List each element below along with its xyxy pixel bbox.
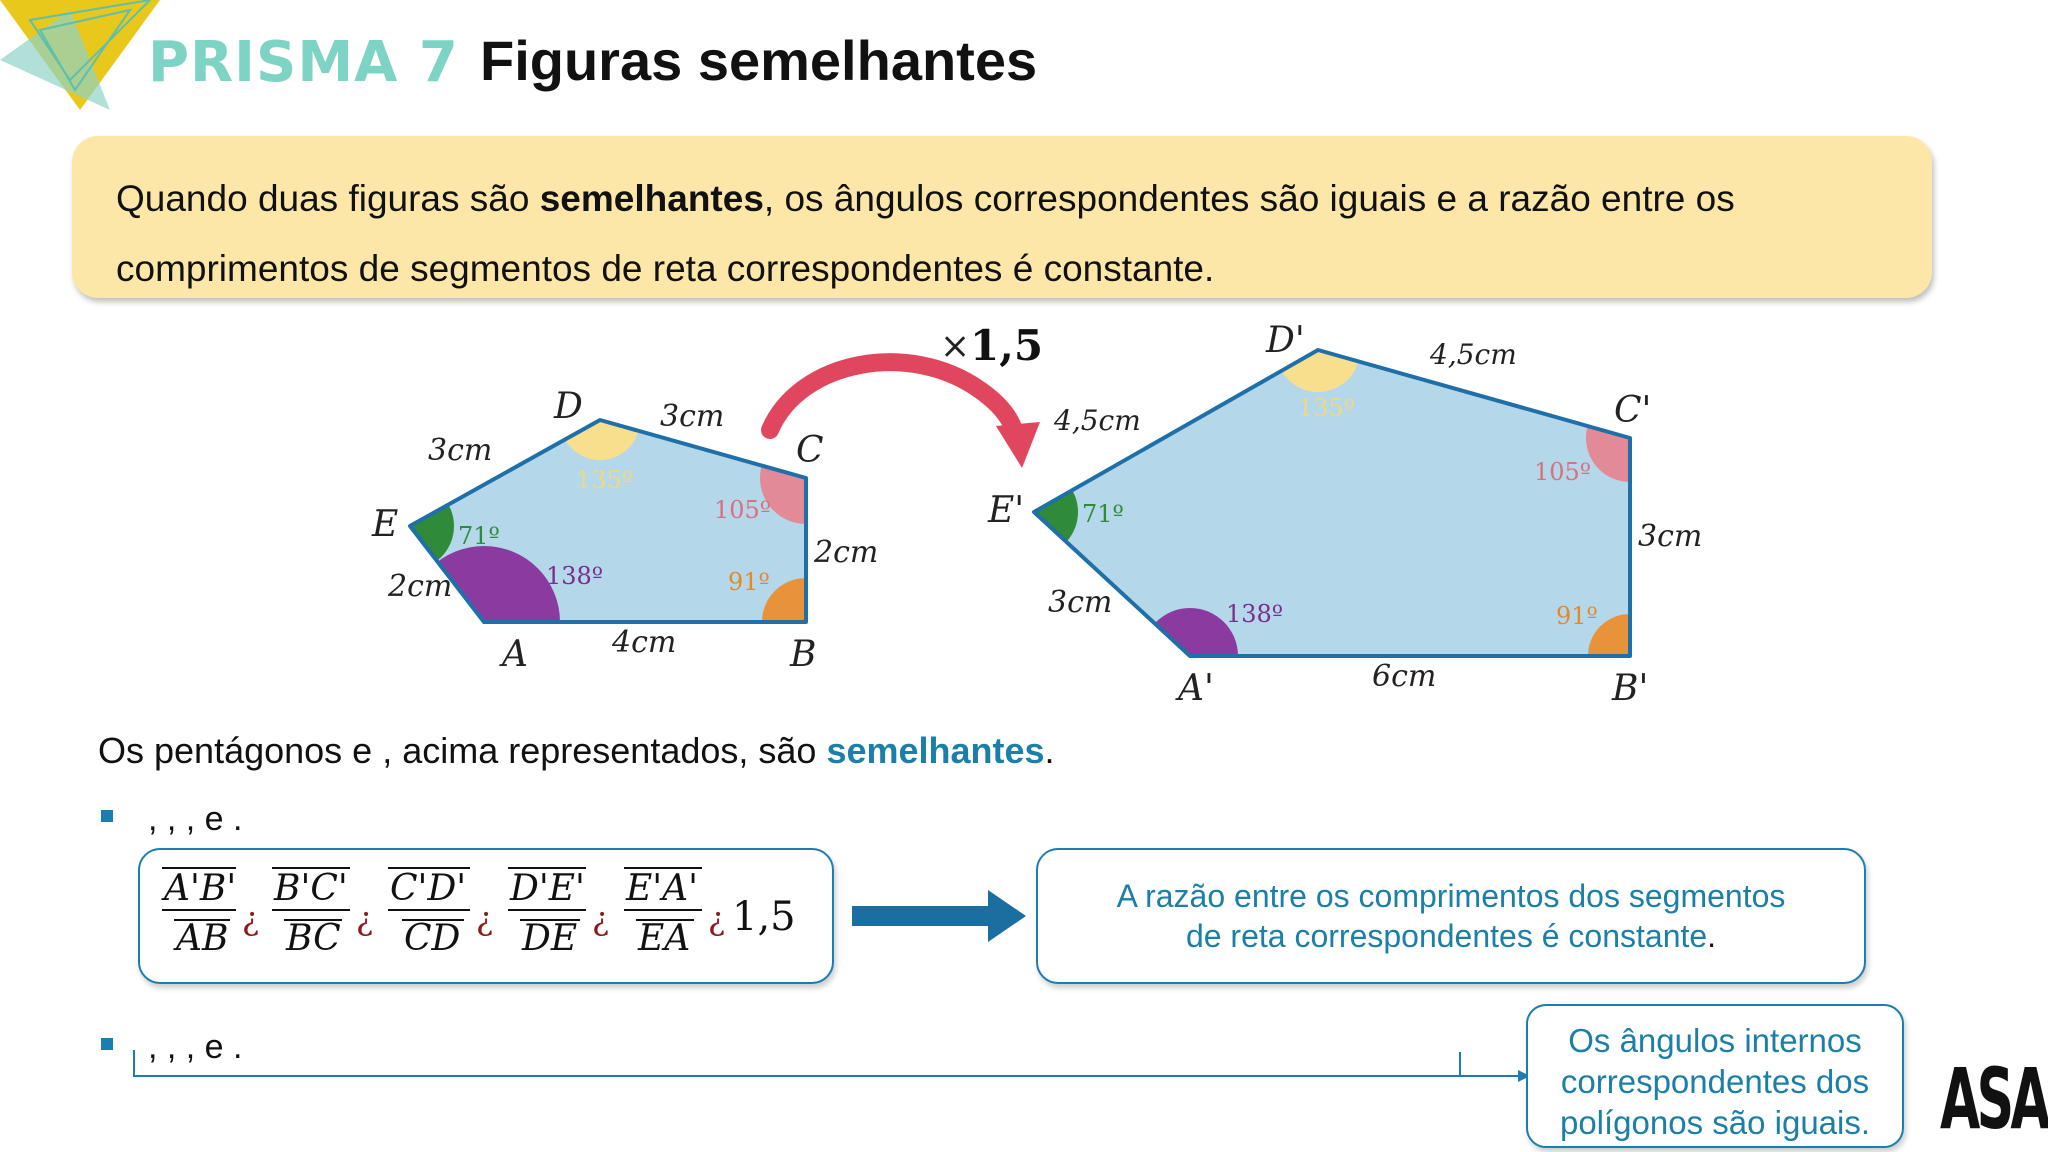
bullet-text-1: , , , e . xyxy=(148,800,243,838)
bullet-text-2: , , , e . xyxy=(148,1028,243,1066)
angle-conclusion-line-3: polígonos são iguais. xyxy=(1559,1104,1871,1141)
bullet-marker xyxy=(101,810,113,822)
fraction-5-num: E'A' xyxy=(626,868,699,909)
ratio-result: 1,5 xyxy=(732,894,796,940)
small-side-ab: 4cm xyxy=(612,625,677,660)
small-angle-a: 138º xyxy=(546,562,604,590)
fraction-3 xyxy=(388,868,470,959)
small-angle-c: 105º xyxy=(714,496,772,524)
large-vertex-c: C' xyxy=(1614,390,1652,431)
small-side-ea: 2cm xyxy=(388,569,453,604)
definition-box xyxy=(72,136,1932,298)
definition-bold-term: semelhantes xyxy=(539,178,764,219)
statement-end: . xyxy=(1044,730,1055,771)
small-vertex-c: C xyxy=(796,430,824,471)
brand-name: PRISMA 7 xyxy=(148,30,459,95)
statement-text: Os pentágonos e , acima representados, são xyxy=(98,730,827,771)
small-side-dc: 3cm xyxy=(660,399,725,434)
arrow-right-icon xyxy=(852,888,1026,944)
ratio-equation-box xyxy=(138,848,834,984)
fraction-4-num: D'E' xyxy=(510,868,585,909)
small-side-de: 3cm xyxy=(428,433,493,468)
small-side-cb: 2cm xyxy=(814,535,879,570)
fraction-1-den: AB xyxy=(176,918,229,959)
small-vertex-a: A xyxy=(502,634,528,675)
fraction-2-num: B'C' xyxy=(274,868,348,909)
separator-4: ¿ xyxy=(592,900,610,938)
large-vertex-e: E' xyxy=(988,490,1025,531)
publisher-logo: ASA xyxy=(1940,1050,2047,1148)
large-angle-c: 105º xyxy=(1534,458,1592,486)
fraction-2 xyxy=(272,868,350,959)
angle-conclusion-line-1: Os ângulos internos xyxy=(1568,1022,1862,1059)
small-angle-d: 135º xyxy=(576,466,634,494)
ratio-conclusion-box xyxy=(1036,848,1866,984)
large-angle-e: 71º xyxy=(1082,500,1124,528)
large-vertex-d: D' xyxy=(1266,320,1305,361)
small-angle-e: 71º xyxy=(458,522,500,550)
page-title: Figuras semelhantes xyxy=(480,29,1038,92)
connector-bracket xyxy=(130,1046,1530,1086)
large-side-ab: 6cm xyxy=(1372,659,1437,694)
large-angle-a: 138º xyxy=(1226,600,1284,628)
small-vertex-e: E xyxy=(372,504,399,545)
small-vertex-b: B xyxy=(790,634,817,675)
definition-text-start: Quando duas figuras são xyxy=(116,178,540,219)
fraction-5 xyxy=(624,868,702,959)
large-side-ea: 3cm xyxy=(1048,585,1113,620)
angle-conclusion-line-2: correspondentes dos xyxy=(1560,1063,1870,1100)
fraction-3-num: C'D' xyxy=(390,868,467,909)
separator-2: ¿ xyxy=(356,900,374,938)
scale-factor-value: 1,5 xyxy=(970,321,1044,370)
ratio-conclusion-line-2: de reta correspondentes é constante xyxy=(1185,918,1708,954)
large-vertex-a: A' xyxy=(1178,668,1214,709)
fraction-2-den: BC xyxy=(286,918,341,959)
separator-5: ¿ xyxy=(708,900,726,938)
definition-text-end: , os ângulos correspondentes são iguais e a razão entre os comprimentos de segmentos de reta correspondentes é constante. xyxy=(116,178,1735,289)
separator-3: ¿ xyxy=(476,900,494,938)
large-side-ed: 4,5cm xyxy=(1054,404,1141,437)
ratio-equation xyxy=(140,850,832,982)
fraction-4 xyxy=(508,868,586,959)
large-angle-b: 91º xyxy=(1556,602,1598,630)
scale-factor-prefix: × xyxy=(940,326,971,367)
separator-1: ¿ xyxy=(242,900,260,938)
large-vertex-b: B' xyxy=(1612,668,1649,709)
ratio-conclusion-line-1: A razão entre os comprimentos dos segmentos xyxy=(1116,878,1786,914)
statement-accent: semelhantes xyxy=(826,730,1045,771)
large-side-cb: 3cm xyxy=(1638,519,1703,554)
fraction-1 xyxy=(161,868,236,959)
bullet-marker xyxy=(101,1038,113,1050)
small-vertex-d: D xyxy=(554,386,583,427)
fraction-1-num: A'B' xyxy=(164,868,237,909)
ratio-conclusion-end: . xyxy=(1707,918,1717,954)
fraction-3-den: CD xyxy=(404,918,461,959)
small-angle-b: 91º xyxy=(728,568,770,596)
angle-conclusion-box xyxy=(1526,1004,1904,1148)
brand-logo-icon xyxy=(0,0,160,120)
similar-pentagons-figure xyxy=(0,300,2048,720)
fraction-5-den: EA xyxy=(638,918,691,959)
fraction-4-den: DE xyxy=(522,918,578,959)
large-side-dc: 4,5cm xyxy=(1430,338,1517,371)
similarity-statement xyxy=(98,730,1055,772)
large-angle-d: 135º xyxy=(1298,394,1356,422)
